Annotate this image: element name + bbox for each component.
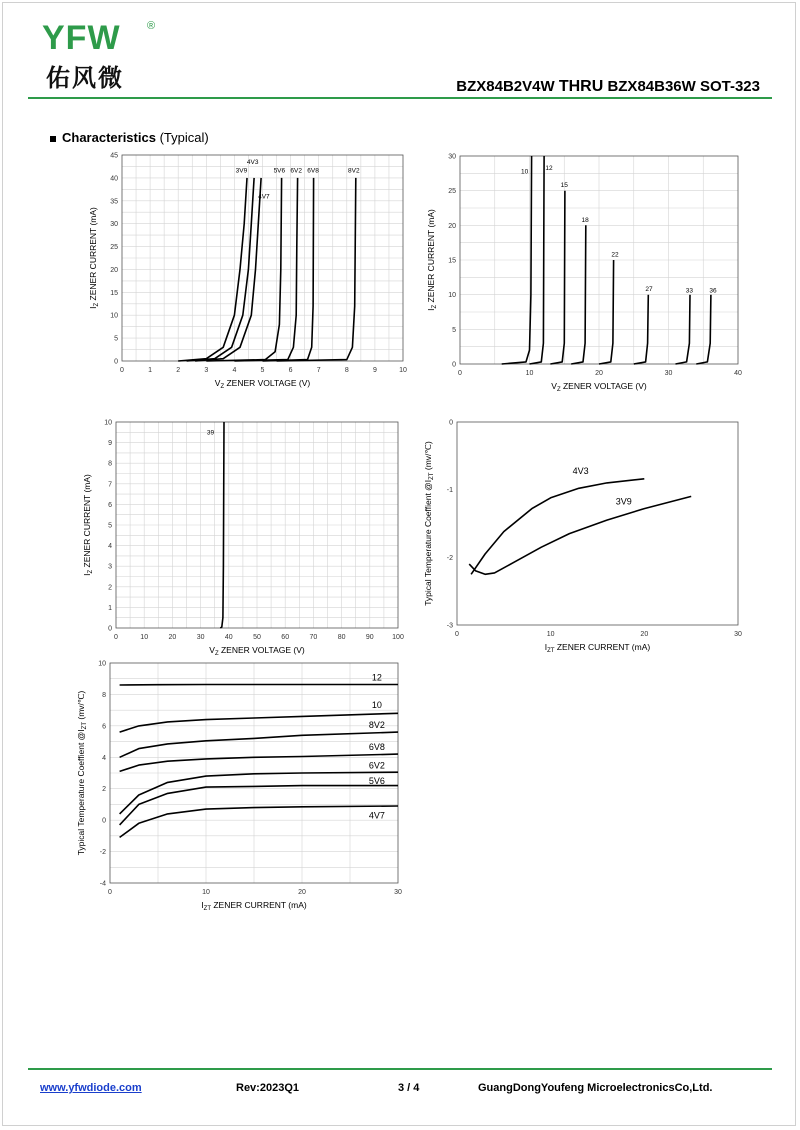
series-label: 12: [545, 164, 553, 172]
series-line-8v2: [120, 732, 398, 757]
x-tick-label: 10: [399, 367, 407, 374]
series-label: 4V7: [368, 810, 385, 821]
series-label: 6V8: [307, 167, 319, 175]
x-tick-label: 30: [394, 889, 402, 896]
x-axis-label-main: I: [544, 642, 548, 652]
y-tick-label: -2: [99, 849, 106, 857]
company-name: GuangDongYoufeng MicroelectronicsCo,Ltd.: [478, 1082, 713, 1094]
y-tick-label: 5: [108, 522, 112, 530]
x-tick-label: 5: [260, 367, 265, 374]
revision: Rev:2023Q1: [236, 1082, 299, 1094]
y-tick-label: 15: [110, 289, 118, 297]
x-axis-label-unit: ZENER CURRENT (mA): [554, 642, 651, 652]
x-tick-label: 40: [224, 634, 233, 641]
y-tick-label: 8: [102, 691, 106, 699]
section-title: Characteristics: [62, 130, 156, 145]
x-tick-label: 10: [525, 370, 534, 377]
y-axis-label-main: I: [426, 308, 436, 311]
x-axis-label-unit: ZENER VOLTAGE (V): [560, 381, 647, 391]
y-tick-label: 5: [452, 326, 456, 334]
x-axis-label-sub: Z: [214, 651, 219, 657]
series-line-12: [120, 685, 398, 686]
series-label: 3V9: [615, 496, 632, 507]
y-axis-label: [423, 441, 435, 606]
x-tick-label: 4: [232, 367, 237, 374]
footer-divider: [28, 1068, 772, 1070]
x-tick-label: 1: [148, 367, 153, 374]
x-tick-label: 40: [734, 370, 742, 377]
y-tick-label: 0: [449, 419, 453, 427]
series-label: 5V6: [273, 167, 286, 175]
x-tick-label: 0: [455, 631, 459, 638]
y-tick-label: 10: [448, 292, 456, 300]
series-line-6v8: [120, 754, 398, 771]
y-tick-label: 4: [102, 754, 106, 762]
y-axis-label-unit: (mv/℃): [423, 441, 433, 473]
y-tick-label: 4: [108, 543, 112, 551]
chart-4: [423, 420, 742, 655]
logo-chinese-name: 佑风微: [46, 64, 124, 92]
x-tick-label: 50: [253, 634, 261, 641]
x-tick-label: 8: [344, 367, 349, 374]
series-label: 18: [581, 216, 589, 224]
y-tick-label: 7: [108, 481, 112, 489]
x-tick-label: 20: [298, 889, 306, 896]
y-tick-label: 5: [114, 335, 118, 343]
x-tick-label: 30: [734, 631, 742, 638]
x-tick-label: 10: [202, 889, 210, 896]
y-tick-label: 40: [110, 175, 118, 183]
y-tick-label: -1: [446, 487, 453, 495]
x-axis-label-unit: ZENER VOLTAGE (V): [224, 378, 311, 388]
y-tick-label: 0: [108, 625, 112, 633]
x-tick-label: 60: [281, 634, 290, 641]
y-axis-label-main: I: [82, 573, 92, 576]
y-tick-label: 10: [98, 660, 106, 668]
x-tick-label: 80: [337, 634, 346, 641]
y-tick-label: -3: [446, 622, 453, 630]
y-tick-label: 9: [108, 440, 112, 448]
y-tick-label: 45: [110, 152, 118, 160]
series-label: 39: [206, 429, 215, 437]
section-subtitle: (Typical): [159, 130, 209, 145]
series-label: 12: [371, 672, 382, 683]
x-axis-label: [545, 642, 651, 654]
series-label: 10: [521, 168, 529, 176]
website-link[interactable]: www.yfwdiode.com: [40, 1082, 142, 1094]
x-axis-label-sub: Z: [220, 384, 225, 390]
series-line-10: [120, 713, 398, 732]
page-number: 3 / 4: [398, 1082, 420, 1094]
y-axis-label-main: Typical Temperature Coeffient @I: [423, 479, 433, 606]
x-axis-label: [209, 645, 305, 657]
y-axis-label: [82, 474, 94, 576]
y-tick-label: 20: [448, 222, 456, 230]
y-tick-label: 30: [110, 221, 118, 229]
x-axis-label-main: V: [209, 645, 215, 655]
x-tick-label: 9: [372, 367, 377, 374]
y-tick-label: 2: [108, 584, 112, 592]
series-label: 6V2: [368, 760, 385, 771]
x-axis-label: [215, 378, 311, 390]
series-label: 33: [685, 287, 693, 295]
series-label: 36: [709, 287, 717, 295]
y-tick-label: 10: [104, 419, 112, 427]
y-axis-label-sub: ZT: [429, 472, 435, 480]
series-label: 15: [560, 182, 568, 190]
x-tick-label: 0: [114, 634, 118, 641]
x-axis-label-main: V: [214, 378, 221, 388]
x-tick-label: 0: [108, 889, 112, 896]
x-axis-label-main: V: [551, 381, 557, 391]
y-axis-label-unit: (mv/℃): [76, 690, 86, 722]
series-label: 27: [645, 286, 653, 294]
series-line-4v7: [120, 806, 398, 837]
series-label: 8V2: [368, 720, 385, 731]
series-label: 22: [611, 251, 619, 259]
x-tick-label: 6: [288, 367, 293, 374]
y-tick-label: 0: [102, 817, 106, 825]
chart-2: [426, 154, 742, 394]
x-axis-label: [201, 900, 307, 912]
y-axis-label-sub: Z: [432, 304, 438, 309]
x-tick-label: 20: [595, 370, 603, 377]
x-axis-label-sub: ZT: [547, 648, 555, 654]
y-axis-label-sub: ZT: [82, 721, 88, 730]
y-axis-label: [76, 691, 88, 856]
x-tick-label: 2: [176, 367, 181, 374]
logo-letters: YFW: [42, 19, 121, 57]
y-tick-label: 25: [448, 188, 456, 196]
y-axis-label-unit: ZENER CURRENT (mA): [88, 207, 98, 303]
y-tick-label: 0: [114, 358, 118, 366]
x-axis-label-unit: ZENER CURRENT (mA): [211, 900, 307, 910]
x-tick-label: 30: [196, 634, 205, 641]
chart-1: [88, 153, 407, 391]
y-tick-label: 1: [108, 604, 112, 612]
series-label: 10: [371, 699, 382, 710]
title-part2: BZX84B36W SOT-323: [607, 78, 760, 95]
chart-5: [76, 661, 402, 913]
y-axis-label-sub: Z: [94, 302, 100, 307]
series-label: 4V7: [258, 193, 270, 201]
y-tick-label: -4: [99, 880, 106, 888]
y-tick-label: 6: [108, 501, 112, 509]
y-axis-label-sub: Z: [88, 569, 94, 574]
y-tick-label: 20: [110, 266, 118, 274]
title-part1: BZX84B2V4W: [456, 78, 555, 95]
y-axis-label: [426, 209, 438, 311]
title-thru: THRU: [558, 78, 604, 95]
series-line-4v3: [471, 479, 644, 575]
series-label: 8V2: [348, 167, 360, 175]
y-tick-label: 6: [102, 723, 106, 731]
y-tick-label: 0: [452, 361, 456, 369]
x-tick-label: 3: [204, 367, 209, 374]
x-tick-label: 100: [392, 634, 404, 641]
series-label: 6V2: [290, 167, 303, 175]
series-label: 5V6: [368, 776, 385, 786]
series-label: 3V9: [235, 167, 248, 175]
series-line-3v9: [469, 496, 691, 574]
series-label: 4V3: [246, 159, 259, 167]
y-axis-label: [88, 207, 100, 309]
series-label: 6V8: [368, 742, 385, 753]
y-axis-label-main: Typical Temperature Coeffient @I: [76, 729, 86, 856]
x-axis-label-sub: ZT: [203, 906, 211, 912]
y-tick-label: -2: [446, 554, 453, 562]
y-axis-label-unit: ZENER CURRENT (mA): [426, 209, 436, 305]
logo-registered-mark: ®: [147, 20, 156, 32]
y-axis-label-main: I: [88, 306, 98, 309]
x-tick-label: 10: [140, 634, 149, 641]
y-tick-label: 15: [448, 257, 456, 265]
y-tick-label: 35: [110, 198, 118, 206]
x-tick-label: 20: [640, 631, 649, 638]
x-axis-label-main: I: [201, 900, 204, 910]
x-tick-label: 30: [664, 370, 673, 377]
y-tick-label: 30: [448, 153, 456, 161]
series-line-5v6: [120, 786, 398, 825]
x-tick-label: 20: [168, 634, 177, 641]
y-tick-label: 3: [108, 563, 112, 571]
x-axis-label: [551, 381, 647, 393]
chart-3: [82, 420, 404, 658]
y-tick-label: 8: [108, 460, 112, 468]
x-tick-label: 0: [458, 370, 462, 377]
y-tick-label: 10: [110, 312, 118, 320]
x-tick-label: 10: [546, 631, 555, 638]
x-tick-label: 90: [365, 634, 374, 641]
series-label: 4V3: [572, 466, 589, 477]
x-axis-label-unit: ZENER VOLTAGE (V): [218, 645, 305, 655]
x-tick-label: 0: [120, 367, 124, 374]
y-tick-label: 2: [102, 786, 106, 794]
y-axis-label-unit: ZENER CURRENT (mA): [82, 474, 92, 570]
x-tick-label: 7: [316, 367, 321, 374]
x-axis-label-sub: Z: [556, 387, 561, 393]
x-tick-label: 70: [309, 634, 318, 641]
y-tick-label: 25: [110, 244, 118, 252]
